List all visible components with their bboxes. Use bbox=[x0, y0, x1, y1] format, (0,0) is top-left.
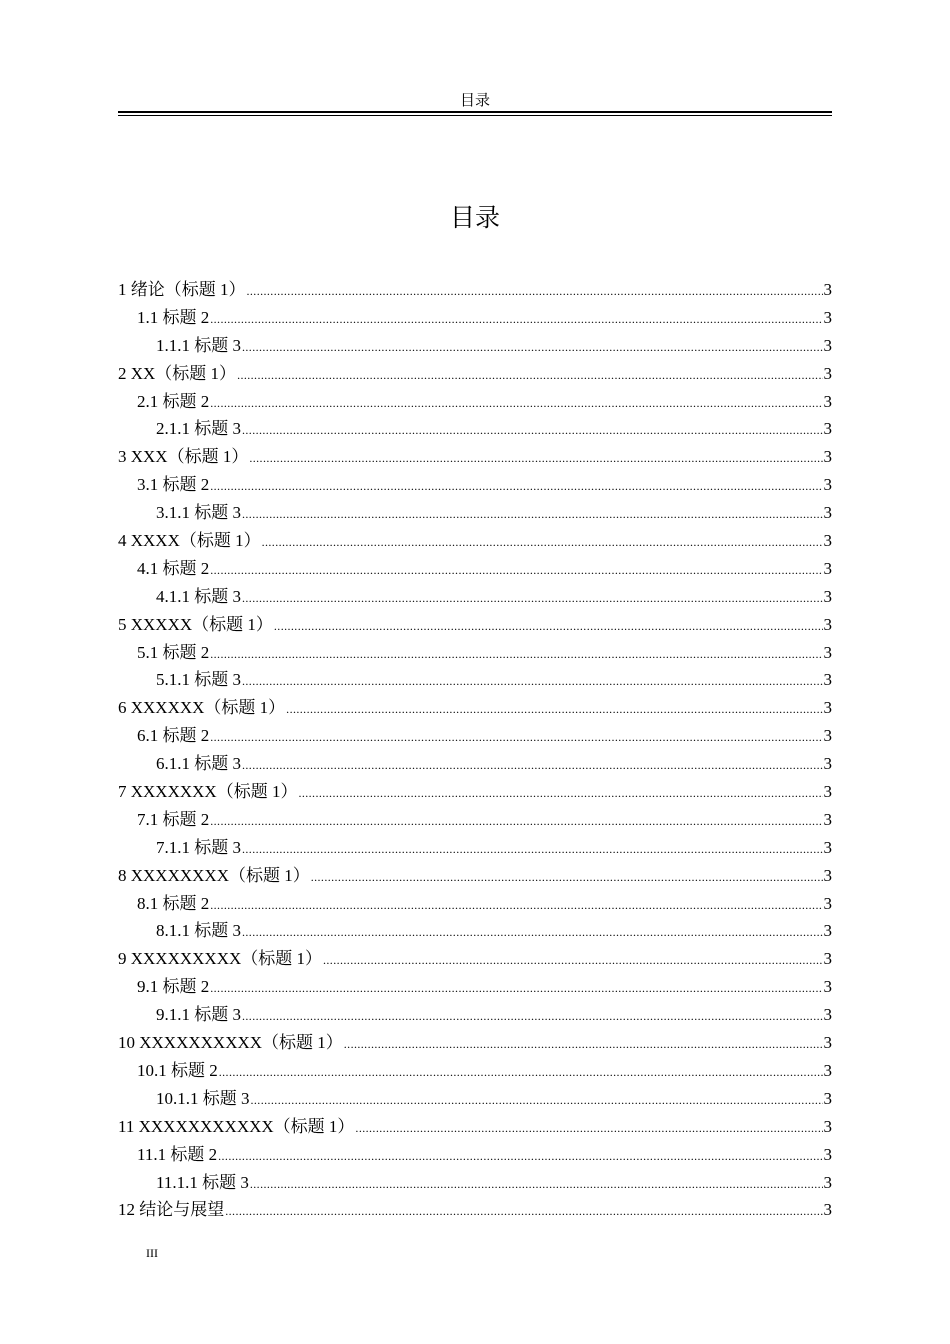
toc-entry-text: 11.1.1 标题 3 bbox=[156, 1172, 249, 1192]
toc-entry-level-2[interactable] bbox=[118, 722, 832, 750]
toc-dot-leader bbox=[298, 780, 822, 808]
page-number: III bbox=[146, 1246, 158, 1260]
toc-dot-leader bbox=[242, 1003, 823, 1031]
toc-entry-page-number: 3 bbox=[823, 586, 832, 606]
header-rule-thin bbox=[118, 115, 832, 116]
toc-entry-text: 10.1.1 标题 3 bbox=[156, 1088, 250, 1108]
toc-entry-level-3[interactable] bbox=[118, 917, 832, 945]
toc-entry-level-1[interactable] bbox=[118, 276, 832, 304]
toc-entry-text: 5.1.1 标题 3 bbox=[156, 670, 241, 690]
toc-dot-leader bbox=[210, 390, 822, 418]
toc-dot-leader bbox=[286, 696, 822, 724]
toc-entry-text: 8.1 标题 2 bbox=[137, 893, 210, 913]
toc-entry-page-number: 3 bbox=[823, 865, 832, 885]
toc-dot-leader bbox=[219, 1059, 823, 1087]
toc-dot-leader bbox=[262, 529, 823, 557]
toc-dot-leader bbox=[210, 557, 822, 585]
toc-dot-leader bbox=[210, 892, 822, 920]
toc-entry-page-number: 3 bbox=[823, 698, 832, 718]
header-rule-thick bbox=[118, 111, 832, 113]
toc-entry-text: 12 结论与展望 bbox=[118, 1200, 225, 1220]
toc-entry-text: 1.1.1 标题 3 bbox=[156, 335, 241, 355]
toc-entry-page-number: 3 bbox=[823, 726, 832, 746]
toc-entry-page-number: 3 bbox=[823, 977, 832, 997]
toc-dot-leader bbox=[323, 947, 823, 975]
toc-dot-leader bbox=[249, 445, 822, 473]
toc-entry-page-number: 3 bbox=[823, 1033, 832, 1053]
toc-entry-level-3[interactable] bbox=[118, 332, 832, 360]
toc-entry-text: 1 绪论（标题 1） bbox=[118, 280, 246, 299]
toc-entry-text: 4 XXXX（标题 1） bbox=[118, 531, 261, 551]
toc-entry-text: 2.1 标题 2 bbox=[137, 391, 210, 411]
toc-entry-level-3[interactable] bbox=[118, 750, 832, 778]
toc-entry-page-number: 3 bbox=[823, 837, 832, 857]
toc-entry-text: 3.1 标题 2 bbox=[137, 475, 210, 495]
toc-entry-text: 3 XXX（标题 1） bbox=[118, 447, 249, 467]
toc-entry-page-number: 3 bbox=[823, 1060, 832, 1080]
toc-dot-leader bbox=[237, 362, 822, 390]
toc-entry-text: 1.1 标题 2 bbox=[137, 307, 210, 327]
toc-entry-page-number: 3 bbox=[823, 893, 832, 913]
toc-entry-page-number: 3 bbox=[823, 475, 832, 495]
toc-entry-text: 10 XXXXXXXXXX（标题 1） bbox=[118, 1033, 343, 1053]
toc-entry-level-1[interactable] bbox=[118, 1196, 832, 1224]
toc-dot-leader bbox=[210, 724, 822, 752]
toc-dot-leader bbox=[210, 473, 822, 501]
toc-entry-text: 9.1.1 标题 3 bbox=[156, 1005, 241, 1025]
toc-entry-level-2[interactable] bbox=[118, 388, 832, 416]
toc-entry-text: 6.1.1 标题 3 bbox=[156, 754, 241, 774]
toc-entry-level-2[interactable] bbox=[118, 471, 832, 499]
toc-entry-level-1[interactable] bbox=[118, 611, 832, 639]
toc-dot-leader bbox=[218, 1143, 822, 1171]
toc-entry-page-number: 3 bbox=[823, 1200, 832, 1220]
toc-entry-page-number: 3 bbox=[823, 1116, 832, 1136]
toc-entry-level-3[interactable] bbox=[118, 1085, 832, 1113]
toc-entry-text: 8 XXXXXXXX（标题 1） bbox=[118, 865, 310, 885]
toc-entry-page-number: 3 bbox=[823, 419, 832, 439]
toc-entry-page-number: 3 bbox=[823, 921, 832, 941]
toc-entry-page-number: 3 bbox=[823, 809, 832, 829]
toc-entry-level-2[interactable] bbox=[118, 1141, 832, 1169]
toc-entry-text: 9 XXXXXXXXX（标题 1） bbox=[118, 949, 322, 969]
toc-entry-level-1[interactable] bbox=[118, 694, 832, 722]
toc-entry-level-3[interactable] bbox=[118, 499, 832, 527]
toc-entry-text: 10.1 标题 2 bbox=[137, 1060, 218, 1080]
toc-entry-page-number: 3 bbox=[823, 642, 832, 662]
toc-entry-text: 4.1 标题 2 bbox=[137, 558, 210, 578]
toc-dot-leader bbox=[225, 1198, 822, 1226]
toc-dot-leader bbox=[210, 641, 822, 669]
toc-dot-leader bbox=[311, 864, 823, 892]
toc-entry-level-3[interactable] bbox=[118, 1001, 832, 1029]
toc-entry-page-number: 3 bbox=[823, 531, 832, 551]
toc-dot-leader bbox=[210, 975, 822, 1003]
toc-entry-text: 5 XXXXX（标题 1） bbox=[118, 614, 273, 634]
toc-entry-text: 6 XXXXXX（标题 1） bbox=[118, 698, 286, 718]
toc-entry-text: 3.1.1 标题 3 bbox=[156, 503, 241, 523]
toc-dot-leader bbox=[242, 752, 823, 780]
toc-dot-leader bbox=[242, 836, 823, 864]
toc-entry-page-number: 3 bbox=[823, 1172, 832, 1192]
toc-entry-level-3[interactable] bbox=[118, 666, 832, 694]
toc-entry-page-number: 3 bbox=[823, 949, 832, 969]
toc-entry-page-number: 3 bbox=[823, 1144, 832, 1164]
toc-entry-level-1[interactable] bbox=[118, 1029, 832, 1057]
toc-entry-level-1[interactable] bbox=[118, 1113, 832, 1141]
toc-dot-leader bbox=[242, 919, 823, 947]
toc-title: 目录 bbox=[449, 205, 500, 232]
toc-entry-page-number: 3 bbox=[823, 670, 832, 690]
toc-dot-leader bbox=[210, 808, 822, 836]
table-of-contents bbox=[118, 276, 832, 1224]
toc-entry-text: 2.1.1 标题 3 bbox=[156, 419, 241, 439]
toc-entry-page-number: 3 bbox=[823, 335, 832, 355]
toc-entry-page-number: 3 bbox=[823, 1005, 832, 1025]
toc-dot-leader bbox=[242, 668, 823, 696]
toc-dot-leader bbox=[250, 1171, 823, 1199]
toc-entry-text: 4.1.1 标题 3 bbox=[156, 586, 241, 606]
toc-entry-level-3[interactable] bbox=[118, 834, 832, 862]
toc-dot-leader bbox=[210, 306, 822, 334]
toc-entry-page-number: 3 bbox=[823, 754, 832, 774]
toc-dot-leader bbox=[344, 1031, 823, 1059]
toc-entry-text: 9.1 标题 2 bbox=[137, 977, 210, 997]
toc-entry-page-number: 3 bbox=[823, 363, 832, 383]
toc-dot-leader bbox=[242, 585, 823, 613]
toc-dot-leader bbox=[242, 417, 823, 445]
toc-entry-page-number: 3 bbox=[823, 447, 832, 467]
toc-entry-level-3[interactable] bbox=[118, 1169, 832, 1197]
toc-dot-leader bbox=[242, 334, 823, 362]
toc-entry-text: 11.1 标题 2 bbox=[137, 1144, 218, 1164]
toc-entry-text: 7.1.1 标题 3 bbox=[156, 837, 241, 857]
toc-entry-level-2[interactable] bbox=[118, 639, 832, 667]
toc-entry-page-number: 3 bbox=[823, 503, 832, 523]
toc-entry-page-number: 3 bbox=[823, 307, 832, 327]
toc-entry-level-1[interactable] bbox=[118, 443, 832, 471]
running-header-title: 目录 bbox=[459, 93, 490, 109]
toc-entry-level-3[interactable] bbox=[118, 415, 832, 443]
toc-entry-text: 8.1.1 标题 3 bbox=[156, 921, 241, 941]
toc-dot-leader bbox=[355, 1115, 822, 1143]
toc-entry-text: 11 XXXXXXXXXXX（标题 1） bbox=[118, 1116, 355, 1136]
toc-entry-level-1[interactable] bbox=[118, 360, 832, 388]
toc-entry-level-2[interactable] bbox=[118, 1057, 832, 1085]
toc-entry-level-1[interactable] bbox=[118, 527, 832, 555]
toc-entry-page-number: 3 bbox=[823, 614, 832, 634]
toc-dot-leader bbox=[274, 613, 823, 641]
toc-entry-level-2[interactable] bbox=[118, 555, 832, 583]
toc-entry-level-3[interactable] bbox=[118, 583, 832, 611]
toc-entry-level-1[interactable] bbox=[118, 862, 832, 890]
toc-entry-page-number: 3 bbox=[823, 280, 832, 299]
toc-entry-page-number: 3 bbox=[823, 558, 832, 578]
toc-entry-text: 6.1 标题 2 bbox=[137, 726, 210, 746]
toc-dot-leader bbox=[247, 278, 823, 306]
toc-entry-page-number: 3 bbox=[823, 1088, 832, 1108]
toc-entry-text: 2 XX（标题 1） bbox=[118, 363, 237, 383]
toc-entry-text: 7 XXXXXXX（标题 1） bbox=[118, 782, 298, 802]
toc-entry-level-2[interactable] bbox=[118, 806, 832, 834]
toc-entry-level-2[interactable] bbox=[118, 304, 832, 332]
toc-entry-level-2[interactable] bbox=[118, 973, 832, 1001]
toc-entry-level-2[interactable] bbox=[118, 890, 832, 918]
toc-entry-text: 7.1 标题 2 bbox=[137, 809, 210, 829]
toc-entry-level-1[interactable] bbox=[118, 945, 832, 973]
toc-entry-page-number: 3 bbox=[823, 782, 832, 802]
toc-entry-page-number: 3 bbox=[823, 391, 832, 411]
toc-dot-leader bbox=[242, 501, 823, 529]
toc-dot-leader bbox=[251, 1087, 823, 1115]
toc-entry-text: 5.1 标题 2 bbox=[137, 642, 210, 662]
toc-entry-level-1[interactable] bbox=[118, 778, 832, 806]
